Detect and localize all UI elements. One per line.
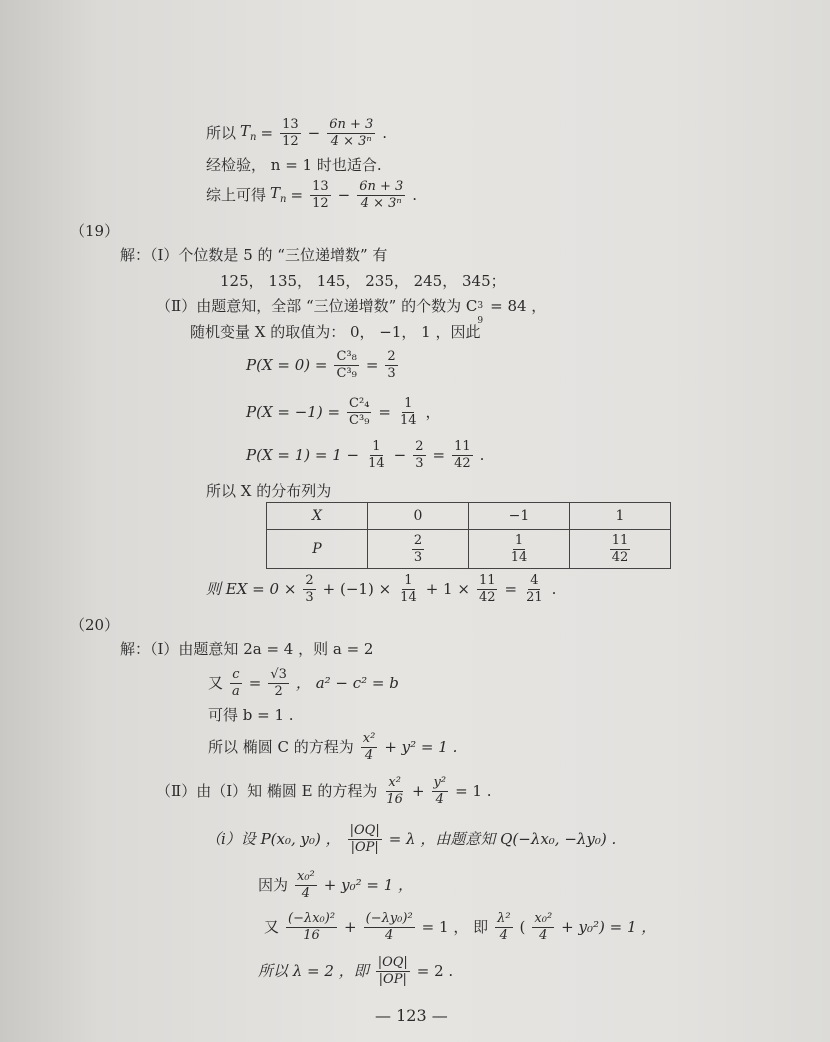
table-cell: −1 (469, 503, 570, 530)
text-zongshang: 综上可得 (206, 186, 267, 204)
ca-ratio-line (208, 668, 399, 699)
also-line (264, 912, 656, 943)
p1-frac-b: $\frac{2}{3}$ (415, 439, 424, 471)
rv-line: 随机变量 X 的取值为： 0， −1， 1 ，因此 (190, 323, 481, 341)
period-2: . (412, 186, 418, 204)
ex-prefix: 则 EX = 0 × (206, 580, 297, 598)
p1-eq: = (432, 446, 446, 464)
table-cell: $\frac{11}{42}$ (570, 530, 671, 569)
sqrt3-over-2-fraction: $\frac{√3}{2}$ (270, 667, 287, 699)
oq-over-op-fraction: $\frac{|OQ|}{|OP|}$ (349, 823, 380, 855)
x0sq-over-4-fraction: $\frac{\text{x₀²}}{4}$ (534, 911, 553, 943)
table-cell: P (267, 530, 368, 569)
tn-symbol: $T_n$ (240, 122, 257, 143)
dist-line: 所以 X 的分布列为 (206, 482, 332, 500)
table-cell: X (267, 503, 368, 530)
also-prefix: 又 (264, 918, 280, 936)
ex-frac-b: $\frac{1}{14}$ (400, 573, 417, 605)
table-cell: 1 (570, 503, 671, 530)
q19-part1-head: 解：（Ⅰ）个位数是 5 的 “三位递增数” 有 (120, 246, 388, 264)
table-cell: $\frac{2}{3}$ (368, 530, 469, 569)
al-mid: = 1 ， 即 (421, 918, 489, 936)
lambda-x-fraction: $\frac{\text{(−λx₀)²}}{16}$ (288, 911, 336, 943)
table-row (267, 530, 671, 569)
p0-eq: = (365, 356, 379, 374)
p1-frac-a: $\frac{1}{14}$ (368, 439, 385, 471)
b-line: 可得 b = 1 . (208, 706, 294, 724)
eq-sign: = (260, 124, 274, 142)
q19-part1-list: 125， 135， 145， 235， 245， 345； (220, 272, 506, 290)
pm1-combination-fraction: $\frac{\text{C²₄}}{\text{C³₉}}$ (349, 396, 370, 428)
x0-over-4-fraction: $\frac{\text{x₀²}}{4}$ (297, 869, 315, 901)
pm1-eq: = (378, 403, 391, 421)
lambda-y-fraction: $\frac{\text{(−λy₀)²}}{4}$ (365, 911, 413, 943)
ellipse-c-rest: + y² = 1 . (384, 738, 458, 756)
period: . (382, 124, 388, 142)
x2-over-16-fraction: $\frac{\text{x²}}{16}$ (386, 775, 403, 807)
fraction-6n3: $\frac{6n + 3}{\text{4 × 3ⁿ}}$ (329, 117, 374, 149)
summary-line (206, 180, 417, 211)
eq-sign-2: = (290, 186, 304, 204)
so-rest: = 2 . (416, 962, 454, 980)
ex-frac-result: $\frac{4}{21}$ (526, 573, 543, 605)
ellipse-c-line (208, 732, 457, 763)
y2-over-4-fraction: $\frac{\text{y²}}{4}$ (433, 775, 447, 807)
tn-symbol-2: $T_n$ (270, 184, 287, 205)
so-prefix: 所以 λ = 2 ，即 (258, 962, 369, 980)
p0-result-fraction: $\frac{2}{3}$ (387, 349, 396, 381)
ellipse-c-prefix: 所以 椭圆 C 的方程为 (208, 738, 354, 756)
lambda-def-line (206, 824, 616, 855)
pm1-result-fraction: $\frac{1}{14}$ (399, 396, 417, 428)
p0-lhs: P(X = 0) = (246, 356, 328, 374)
q19-label: （19） (70, 222, 120, 240)
table-row (267, 503, 671, 530)
ellipse-e-prefix: （Ⅱ）由（Ⅰ）知 椭圆 E 的方程为 (156, 782, 378, 800)
p-xm1-line (246, 397, 441, 428)
p1-frac-result: $\frac{11}{42}$ (454, 439, 471, 471)
check-line: 经检验， n = 1 时也适合. (206, 156, 382, 174)
because-rest: + y₀² = 1 ， (323, 876, 414, 894)
i-prefix: （ⅰ）设 P(x₀, y₀) ， (206, 830, 341, 848)
ex-frac-a: $\frac{2}{3}$ (305, 573, 314, 605)
i-mid: = λ ，由题意知 Q(−λx₀, −λy₀) . (388, 830, 617, 848)
al-paren: ( (519, 918, 526, 936)
tn-result-line (206, 118, 387, 149)
lambda2-over-4-fraction: $\frac{\text{λ²}}{4}$ (497, 911, 511, 943)
p0-combination-fraction: $\frac{\text{C³₈}}{\text{C³₉}}$ (336, 349, 357, 381)
fraction-6n3-b: $\frac{6n + 3}{\text{4 × 3ⁿ}}$ (359, 179, 404, 211)
fraction-13-12-b: $\frac{13}{12}$ (312, 179, 329, 211)
table-cell: 0 (368, 503, 469, 530)
ex-mid2: + 1 × (425, 580, 470, 598)
because-line (258, 870, 413, 901)
text-suoyi: 所以 (206, 124, 237, 142)
x2-over-4-fraction: $\frac{\text{x²}}{4}$ (362, 731, 376, 763)
q20-part1-head: 解：（Ⅰ）由题意知 2a = 4 ，则 a = 2 (120, 640, 374, 658)
fraction-13-12: $\frac{13}{12}$ (282, 117, 299, 149)
al-tail: + y₀²) = 1 ， (561, 918, 657, 936)
page-number: — 123 — (375, 1006, 448, 1025)
distribution-table (266, 502, 671, 569)
conclusion-line (258, 956, 453, 987)
p1-period: . (479, 446, 485, 464)
oq-over-op-fraction-2: $\frac{|OQ|}{|OP|}$ (377, 955, 408, 987)
p-x0-line (246, 350, 401, 381)
ex-period: . (551, 580, 557, 598)
p-x1-line (246, 440, 484, 471)
p1-lhs: P(X = 1) = 1 − (246, 446, 360, 464)
part2-text: （Ⅱ）由题意知，全部 “三位递增数” 的个数为 C (156, 297, 478, 315)
ex-frac-c: $\frac{11}{42}$ (478, 573, 496, 605)
ca-eq: = (248, 674, 262, 692)
p1-minus: − (393, 446, 407, 464)
q20-label: （20） (70, 616, 120, 634)
minus-sign-2: − (337, 186, 351, 204)
pm1-comma: ， (425, 403, 441, 421)
table-cell: $\frac{1}{14}$ (469, 530, 570, 569)
ex-mid1: + (−1) × (322, 580, 392, 598)
pm1-lhs: P(X = −1) = (246, 403, 341, 421)
minus-sign: − (307, 124, 321, 142)
c-over-a-fraction: $\frac{c}{a}$ (232, 667, 240, 699)
text-you: 又 (208, 674, 224, 692)
ex-eq: = (504, 580, 518, 598)
ca-rest: ， a² − c² = b (295, 674, 399, 692)
ellipse-e-line (156, 776, 492, 807)
ee-plus: + (411, 782, 425, 800)
al-plus: + (344, 918, 357, 936)
because-prefix: 因为 (258, 876, 289, 894)
c9-value: = 84 ， (490, 297, 547, 315)
q19-part2-head: （Ⅱ）由题意知，全部 “三位递增数” 的个数为 C 3 9 = 84 ， (156, 297, 547, 326)
ellipse-e-rest: = 1 . (455, 782, 492, 800)
expectation-line (206, 574, 556, 605)
